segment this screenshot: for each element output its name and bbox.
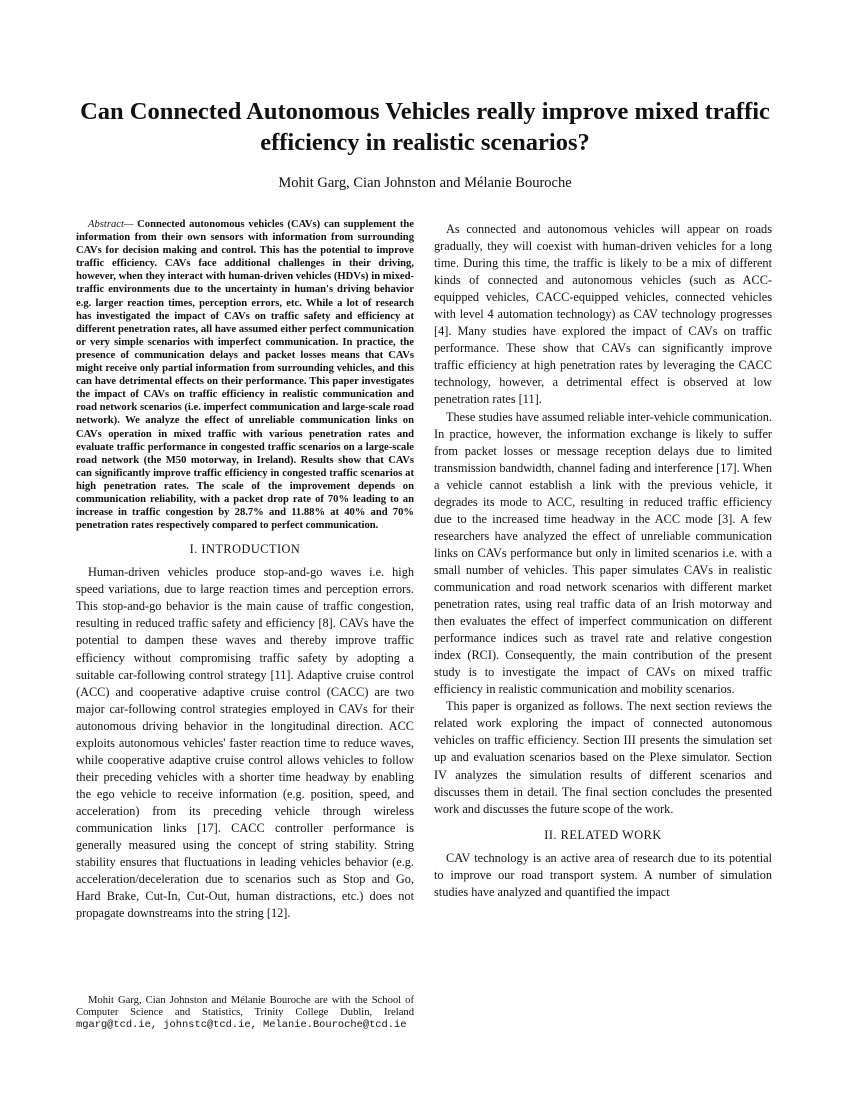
author-emails: mgarg@tcd.ie, johnstc@tcd.ie, Melanie.Bouroche@tcd.ie [76, 1019, 407, 1032]
author-list: Mohit Garg, Cian Johnston and Mélanie Bouroche [278, 175, 572, 191]
author-affiliation-footnote [76, 995, 414, 1032]
body-paragraph: Human-driven vehicles produce stop-and-go waves i.e. high speed variations, due to large reaction times and perception errors. This stop-and-go behavior is the main cause of traffic congestion, resulting in reduced traffic safety and efficiency [8]. CAVs have the potential to dampen these waves and thereby improve traffic efficiency without compromising traffic safety by adopting a suitable car-following control strategy [11]. Adaptive cruise control (ACC) and cooperative adaptive cruise control (CACC) are two major car-following control strategies employed in CAVs for their autonomous driving behavior in the longitudinal direction. ACC exploits autonomous vehicles' faster reaction time to reduce waves, while cooperative adaptive cruise control allows vehicles to follow their preceding vehicles with a shorter time headway by enabling the ego vehicle to receive information (e.g. position, speed, and acceleration) from its preceding vehicle through wireless communication links [17]. CACC controller performance is generally measured using the concept of string stability. String stability ensures that fluctuations in leading vehicles behavior (e.g. acceleration/deceleration due to scenarios such as Stop and Go, Hard Brake, Cut-In, Cut-Out, human distractions, etc.) does not propagate downstreams into the string [12]. [76, 565, 414, 921]
left-column [76, 218, 414, 922]
abstract-label: Abstract— [88, 219, 134, 230]
body-paragraph: These studies have assumed reliable inter-vehicle communication. In practice, however, the information exchange is likely to suffer from packet losses or message reception delays due to limited transmission bandwidth, channel fading and interference [17]. When a vehicle cannot establish a link with the previous vehicle, it degrades its mode to ACC, resulting in reduced traffic efficiency due to the increased time headway in the ACC mode [3]. A few researchers have analyzed the effect of unreliable communication links on CAVs performance but only in limited scenarios i.e. with a small number of vehicles. This paper simulates CAVs in realistic communication and road network scenarios with different market penetration rates, using real traffic data of an Irish motorway and then evaluates the effect of imperfect communication on different performance indices such as travel rate and relative congestion index (RCI). Consequently, the main contribution of the present study is to investigate the impact of CAVs on mixed traffic efficiency in realistic communication and mobility scenarios. [434, 409, 772, 697]
body-paragraph: This paper is organized as follows. The next section reviews the related work exploring the impact of connected autonomous vehicles on traffic efficiency. Section III presents the simulation set up and evaluation scenarios based on the Plexe simulator. Section IV analyzes the simulation results of different scenarios and discusses them in detail. The final section concludes the presented work and discusses the future scope of the work. [434, 699, 772, 816]
section-heading-introduction: I. INTRODUCTION [189, 542, 301, 557]
abstract [76, 218, 414, 532]
footnote-text: Mohit Garg, Cian Johnston and Mélanie Bouroche are with the School of Computer Science and Statistics, Trinity College Dublin, Ireland [76, 995, 414, 1019]
right-column [434, 221, 772, 901]
body-paragraph: CAV technology is an active area of research due to its potential to improve our road transport system. A number of simulation studies have analyzed and quantified the impact [434, 850, 772, 899]
body-paragraph: As connected and autonomous vehicles will appear on roads gradually, they will coexist with human-driven vehicles for a long time. During this time, the traffic is likely to be a mix of different kinds of connected and autonomous vehicles (such as ACC-equipped vehicles, CACC-equipped vehicles, connected vehicles with level 4 automation technology) as CAV technology progresses [4]. Many studies have explored the impact of CAVs on traffic performance. These show that CAVs can significantly improve traffic efficiency at high penetration rates by leveraging the CACC technology, however, a detrimental effect is observed at low penetration rates [11]. [434, 222, 772, 407]
paper-title: Can Connected Autonomous Vehicles really improve mixed traffic efficiency in realistic scenarios? [80, 98, 770, 156]
section-heading-related-work: II. RELATED WORK [544, 827, 662, 842]
abstract-text: Connected autonomous vehicles (CAVs) can supplement the information from their own sensors with information from surrounding CAVs for decision making and control. This has the potential to improve traffic efficiency. CAVs face additional challenges in their driving, however, when they interact with human-driven vehicles (HDVs) in mixed-traffic environments due to the uncertainty in human's driving behavior e.g. larger reaction times, perception errors, etc. While a lot of research has investigated the impact of CAVs on traffic safety and efficiency at different penetration rates, all have assumed either perfect communication or very simple scenarios with imperfect communication. In practice, the presence of communication delays and packet losses means that CAVs might receive only partial information from surrounding vehicles, and this can have detrimental effects on their performance. This paper investigates the impact of CAVs on traffic efficiency in realistic communication and road network scenarios (i.e. imperfect communication and large-scale road network). We analyze the effect of unreliable communication links on CAVs operation in mixed traffic with various penetration rates and evaluate traffic performance in congested traffic scenarios on a large-scale road network (the M50 motorway, in Ireland). Results show that CAVs can significantly improve traffic efficiency in congested traffic scenarios at high penetration rates. The scale of the improvement depends on communication reliability, with a packet drop rate of 70% leading to an increase in traffic congestion by 28.7% and 11.88% at 40% and 70% penetration rates respectively compared to perfect communication. [76, 219, 414, 532]
